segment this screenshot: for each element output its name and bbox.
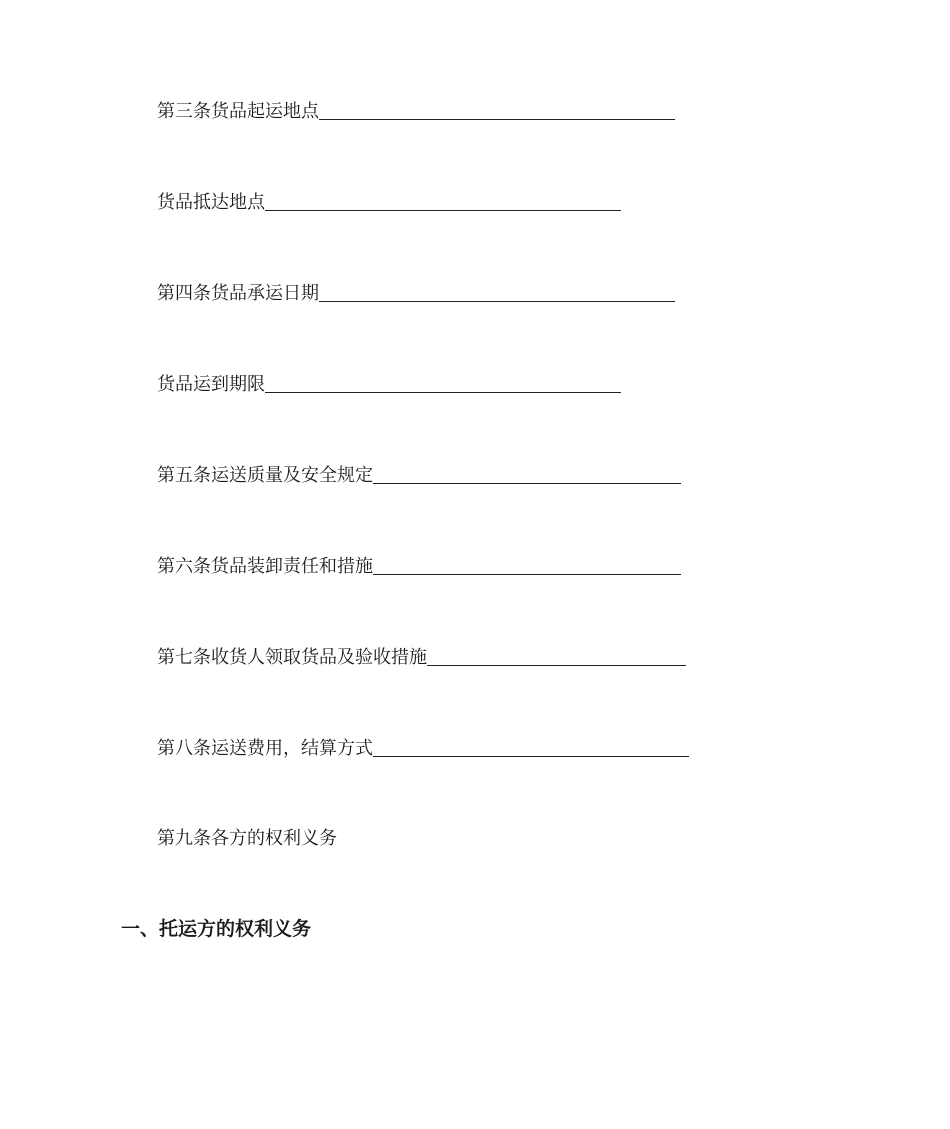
clause-origin-location (157, 97, 675, 123)
fill-in-blank[interactable] (319, 283, 675, 302)
fill-in-blank[interactable] (319, 101, 675, 120)
fill-in-blank[interactable] (373, 465, 681, 484)
clause-fees-settlement (157, 734, 689, 760)
clause-label: 第五条运送质量及安全规定 (157, 465, 373, 486)
clause-receipt-inspection (157, 643, 686, 669)
clause-label: 货品抵达地点 (157, 192, 265, 213)
clause-label: 货品运到期限 (157, 374, 265, 395)
clause-delivery-deadline (157, 370, 621, 396)
clause-label: 第七条收货人领取货品及验收措施 (157, 647, 427, 668)
clause-label: 第九条各方的权利义务 (157, 828, 337, 849)
clause-loading-responsibility (157, 552, 681, 578)
clause-destination-location (157, 188, 621, 214)
clause-label: 第三条货品起运地点 (157, 101, 319, 122)
clause-label: 第八条运送费用，结算方式 (157, 738, 373, 759)
fill-in-blank[interactable] (373, 556, 681, 575)
clause-label: 第四条货品承运日期 (157, 283, 319, 304)
section-heading: 一、托运方的权利义务 (121, 918, 312, 940)
fill-in-blank[interactable] (265, 192, 621, 211)
clause-quality-safety (157, 461, 681, 487)
fill-in-blank[interactable] (373, 738, 689, 757)
clause-label: 第六条货品装卸责任和措施 (157, 556, 373, 577)
clause-rights-obligations (157, 824, 337, 850)
fill-in-blank[interactable] (265, 374, 621, 393)
clause-shipping-date (157, 279, 675, 305)
fill-in-blank[interactable] (427, 647, 686, 666)
